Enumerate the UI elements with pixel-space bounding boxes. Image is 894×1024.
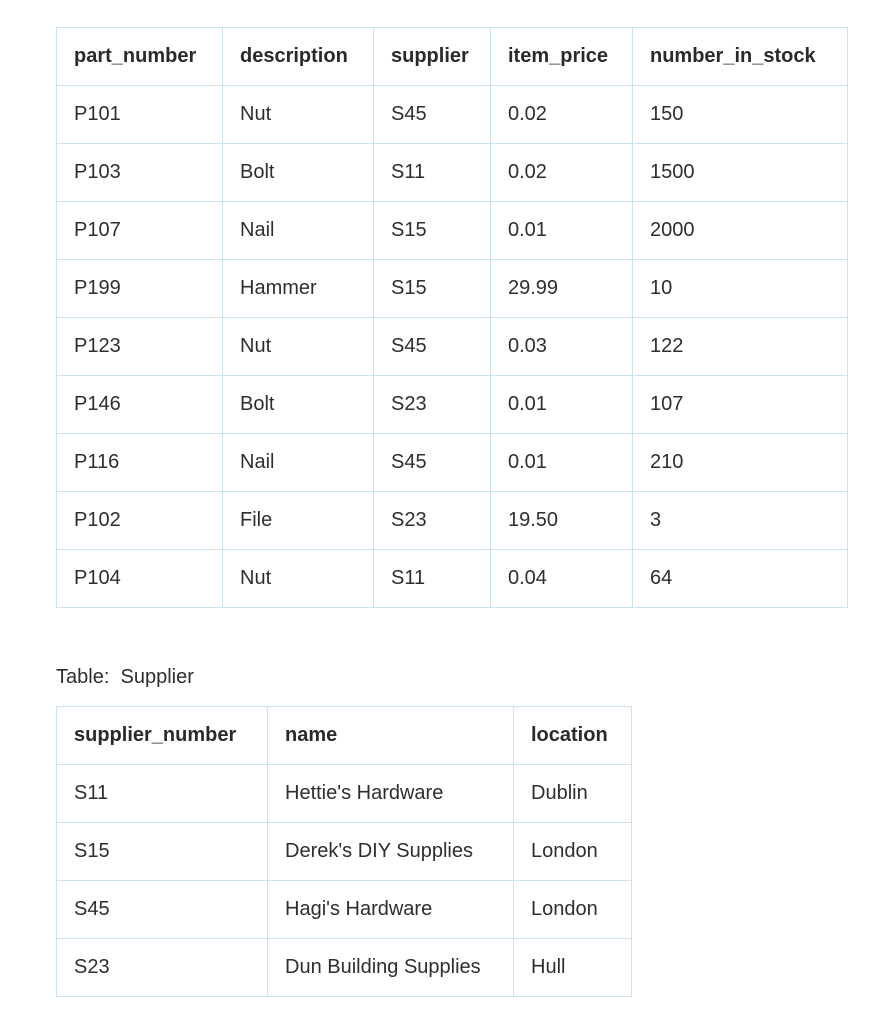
cell-name: Hettie's Hardware xyxy=(268,765,514,823)
header-number-in-stock: number_in_stock xyxy=(633,28,848,86)
cell-item-price: 0.04 xyxy=(491,550,633,608)
cell-part-number: P199 xyxy=(57,260,223,318)
table-row xyxy=(57,881,632,939)
cell-location: London xyxy=(514,881,632,939)
table-row xyxy=(57,765,632,823)
cell-description: Hammer xyxy=(223,260,374,318)
cell-part-number: P101 xyxy=(57,86,223,144)
header-name: name xyxy=(268,707,514,765)
cell-item-price: 0.03 xyxy=(491,318,633,376)
supplier-table xyxy=(56,706,632,997)
cell-number-in-stock: 107 xyxy=(633,376,848,434)
table-row xyxy=(57,492,848,550)
cell-number-in-stock: 10 xyxy=(633,260,848,318)
cell-location: Hull xyxy=(514,939,632,997)
cell-description: File xyxy=(223,492,374,550)
cell-description: Nail xyxy=(223,434,374,492)
cell-part-number: P102 xyxy=(57,492,223,550)
cell-supplier: S15 xyxy=(374,260,491,318)
cell-supplier: S23 xyxy=(374,492,491,550)
cell-description: Nail xyxy=(223,202,374,260)
cell-number-in-stock: 3 xyxy=(633,492,848,550)
cell-part-number: P104 xyxy=(57,550,223,608)
cell-item-price: 0.01 xyxy=(491,376,633,434)
header-item-price: item_price xyxy=(491,28,633,86)
parts-header-row xyxy=(57,28,848,86)
cell-supplier-number: S45 xyxy=(57,881,268,939)
table-row xyxy=(57,434,848,492)
cell-item-price: 19.50 xyxy=(491,492,633,550)
cell-description: Nut xyxy=(223,550,374,608)
table-row xyxy=(57,202,848,260)
cell-part-number: P146 xyxy=(57,376,223,434)
cell-supplier: S15 xyxy=(374,202,491,260)
cell-supplier: S11 xyxy=(374,550,491,608)
cell-description: Bolt xyxy=(223,376,374,434)
cell-name: Derek's DIY Supplies xyxy=(268,823,514,881)
cell-supplier-number: S23 xyxy=(57,939,268,997)
cell-part-number: P123 xyxy=(57,318,223,376)
table-row xyxy=(57,260,848,318)
header-part-number: part_number xyxy=(57,28,223,86)
cell-item-price: 0.01 xyxy=(491,202,633,260)
cell-item-price: 0.02 xyxy=(491,86,633,144)
cell-location: Dublin xyxy=(514,765,632,823)
cell-supplier-number: S15 xyxy=(57,823,268,881)
header-description: description xyxy=(223,28,374,86)
cell-number-in-stock: 210 xyxy=(633,434,848,492)
supplier-header-row xyxy=(57,707,632,765)
table-row xyxy=(57,550,848,608)
table-row xyxy=(57,939,632,997)
cell-number-in-stock: 64 xyxy=(633,550,848,608)
cell-location: London xyxy=(514,823,632,881)
cell-number-in-stock: 122 xyxy=(633,318,848,376)
cell-description: Bolt xyxy=(223,144,374,202)
cell-supplier: S11 xyxy=(374,144,491,202)
cell-description: Nut xyxy=(223,86,374,144)
header-supplier: supplier xyxy=(374,28,491,86)
cell-number-in-stock: 1500 xyxy=(633,144,848,202)
cell-supplier: S45 xyxy=(374,86,491,144)
cell-item-price: 0.01 xyxy=(491,434,633,492)
table-row xyxy=(57,318,848,376)
parts-table xyxy=(56,27,848,608)
cell-supplier-number: S11 xyxy=(57,765,268,823)
cell-description: Nut xyxy=(223,318,374,376)
cell-part-number: P116 xyxy=(57,434,223,492)
cell-supplier: S45 xyxy=(374,434,491,492)
table-row xyxy=(57,823,632,881)
cell-item-price: 0.02 xyxy=(491,144,633,202)
cell-supplier: S45 xyxy=(374,318,491,376)
table-row xyxy=(57,144,848,202)
cell-part-number: P107 xyxy=(57,202,223,260)
supplier-table-caption: Table: Supplier xyxy=(56,666,194,688)
cell-item-price: 29.99 xyxy=(491,260,633,318)
cell-number-in-stock: 2000 xyxy=(633,202,848,260)
cell-name: Hagi's Hardware xyxy=(268,881,514,939)
cell-number-in-stock: 150 xyxy=(633,86,848,144)
header-supplier-number: supplier_number xyxy=(57,707,268,765)
cell-name: Dun Building Supplies xyxy=(268,939,514,997)
header-location: location xyxy=(514,707,632,765)
cell-supplier: S23 xyxy=(374,376,491,434)
table-row xyxy=(57,86,848,144)
table-row xyxy=(57,376,848,434)
cell-part-number: P103 xyxy=(57,144,223,202)
